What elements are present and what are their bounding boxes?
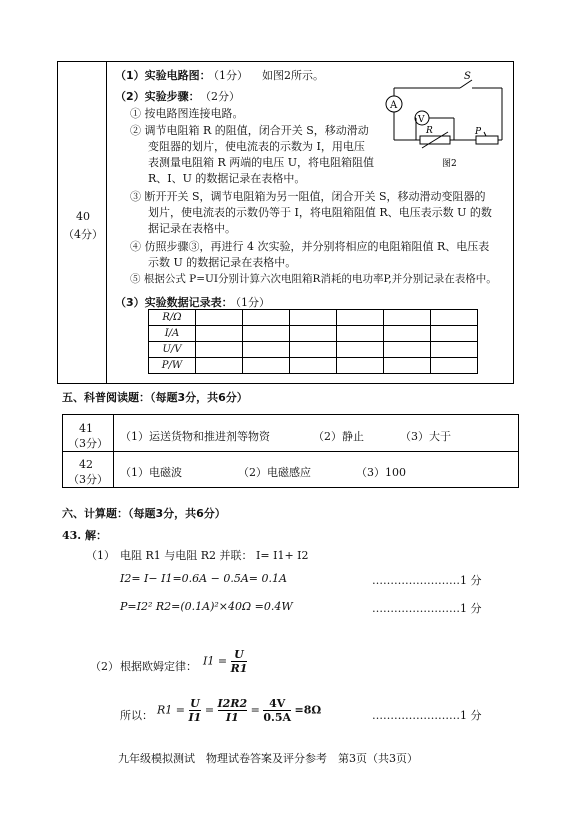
q42-points: （3分） — [68, 473, 108, 486]
resistor-label: R — [426, 126, 433, 136]
q40-part2-score: （2分） — [200, 90, 240, 103]
rheostat-label: P — [475, 127, 482, 137]
q40-part1-label: （1）实验电路图： — [115, 69, 211, 82]
ohm-lhs: I1 = — [203, 654, 228, 668]
q43-part2-intro: 根据欧姆定律： — [120, 660, 197, 673]
voltmeter-label: V — [418, 115, 425, 125]
frac-denominator: I1 — [225, 711, 239, 724]
circuit-diagram — [380, 70, 512, 170]
row-header: R/Ω — [149, 310, 196, 326]
q40-points: （4分） — [63, 228, 103, 241]
q41-number: 41 — [79, 422, 93, 435]
calc-line: P=I2² R2=(0.1A)²×40Ω =0.4W — [120, 600, 293, 613]
section6-heading: 六、计算题：（每题3分，共6分） — [62, 507, 226, 520]
step-line: 划片，使电流表的示数仍等于 I，将电阻箱阻值 R、电压表示数 U 的数 — [148, 206, 492, 219]
section5-row-divider — [62, 451, 519, 452]
frac-denominator: I1 — [188, 711, 202, 724]
q41-points: （3分） — [68, 437, 108, 450]
q42-answer: （3）100 — [356, 466, 406, 479]
result-formula: R1 = $\frac{U}{I1}$ = $\frac{I2R2}{I1}$ = $\frac{4V}{0.5A}$ =8Ω — [157, 697, 322, 724]
score-mark: ……………………1 分 — [372, 574, 482, 587]
q42-number: 42 — [79, 458, 93, 471]
frac-numerator: I2R2 — [217, 697, 248, 710]
q40-part3-score: （1分） — [230, 296, 270, 309]
section5-col-divider — [113, 414, 114, 488]
q43-label: 43. 解： — [62, 529, 107, 542]
so-r: R1 = — [157, 703, 185, 717]
q43-part1-intro: 电阻 R1 与电阻 R2 并联： I= I1+ I2 — [120, 549, 309, 562]
frac-numerator: U — [190, 697, 200, 710]
ohm-denominator: R1 — [230, 662, 248, 675]
q40-number: 40 — [76, 210, 90, 223]
row-header: I/A — [149, 326, 196, 342]
page-footer: 九年级模拟测试 物理试卷答案及评分参考 第3页（共3页） — [118, 752, 418, 765]
calc-line: I2= I− I1=0.6A − 0.5A= 0.1A — [120, 572, 287, 585]
score-mark: ……………………1 分 — [372, 709, 482, 722]
figure-caption: 图2 — [442, 159, 457, 169]
q40-part3-label: （3）实验数据记录表： — [115, 296, 233, 309]
record-table — [148, 309, 478, 374]
score-mark: ……………………1 分 — [372, 602, 482, 615]
q41-answer: （1）运送货物和推进剂等物资 — [120, 430, 270, 443]
step-line: ④ 仿照步骤③，再进行 4 次实验，并分别将相应的电阻箱阻值 R、电压表 — [130, 240, 490, 253]
so-label: 所以： — [120, 709, 153, 722]
ohm-formula — [203, 648, 247, 675]
q43-part1-num: （1） — [86, 549, 115, 562]
step-line: 示数 U 的数据记录在表格中。 — [148, 256, 297, 269]
step-line: 据记录在表格中。 — [148, 222, 236, 235]
q40-part2-label: （2）实验步骤： — [115, 90, 200, 103]
q43-part2-num: （2） — [90, 660, 119, 673]
q40-part1-text: 如图2所示。 — [262, 69, 324, 82]
section5-heading: 五、科普阅读题：（每题3分，共6分） — [62, 391, 248, 404]
ammeter-label: A — [390, 100, 398, 111]
switch-label: S — [464, 71, 471, 82]
result-value: =8Ω — [294, 703, 322, 717]
step-line: ① 按电路图连接电路。 — [130, 107, 244, 120]
step-line: ③ 断开开关 S，调节电阻箱为另一阻值，闭合开关 S，移动滑动变阻器的 — [130, 190, 486, 203]
step-line: ⑤ 根据公式 P=UI分别计算六次电阻箱R消耗的电功率P,并分别记录在表格中。 — [130, 273, 497, 285]
q41-answer: （3）大于 — [400, 430, 451, 443]
step-line: ② 调节电阻箱 R 的阻值，闭合开关 S，移动滑动 — [130, 124, 369, 137]
row-header: U/V — [149, 342, 196, 358]
q42-answer: （1）电磁波 — [120, 466, 182, 479]
row-header: P/W — [149, 358, 196, 374]
step-line: 表测量电阻箱 R 两端的电压 U，将电阻箱阻值 — [148, 156, 375, 169]
q41-answer: （2）静止 — [313, 430, 364, 443]
frac-denominator: 0.5A — [263, 711, 292, 724]
step-line: R、I、U 的数据记录在表格中。 — [148, 172, 306, 185]
q40-part1-score: （1分） — [208, 69, 248, 82]
ohm-numerator: U — [231, 648, 248, 662]
q40-divider — [106, 61, 107, 384]
q42-answer: （2）电磁感应 — [238, 466, 311, 479]
frac-numerator: 4V — [263, 697, 291, 711]
step-line: 变阻器的划片，使电流表的示数为 I，用电压 — [148, 140, 365, 153]
